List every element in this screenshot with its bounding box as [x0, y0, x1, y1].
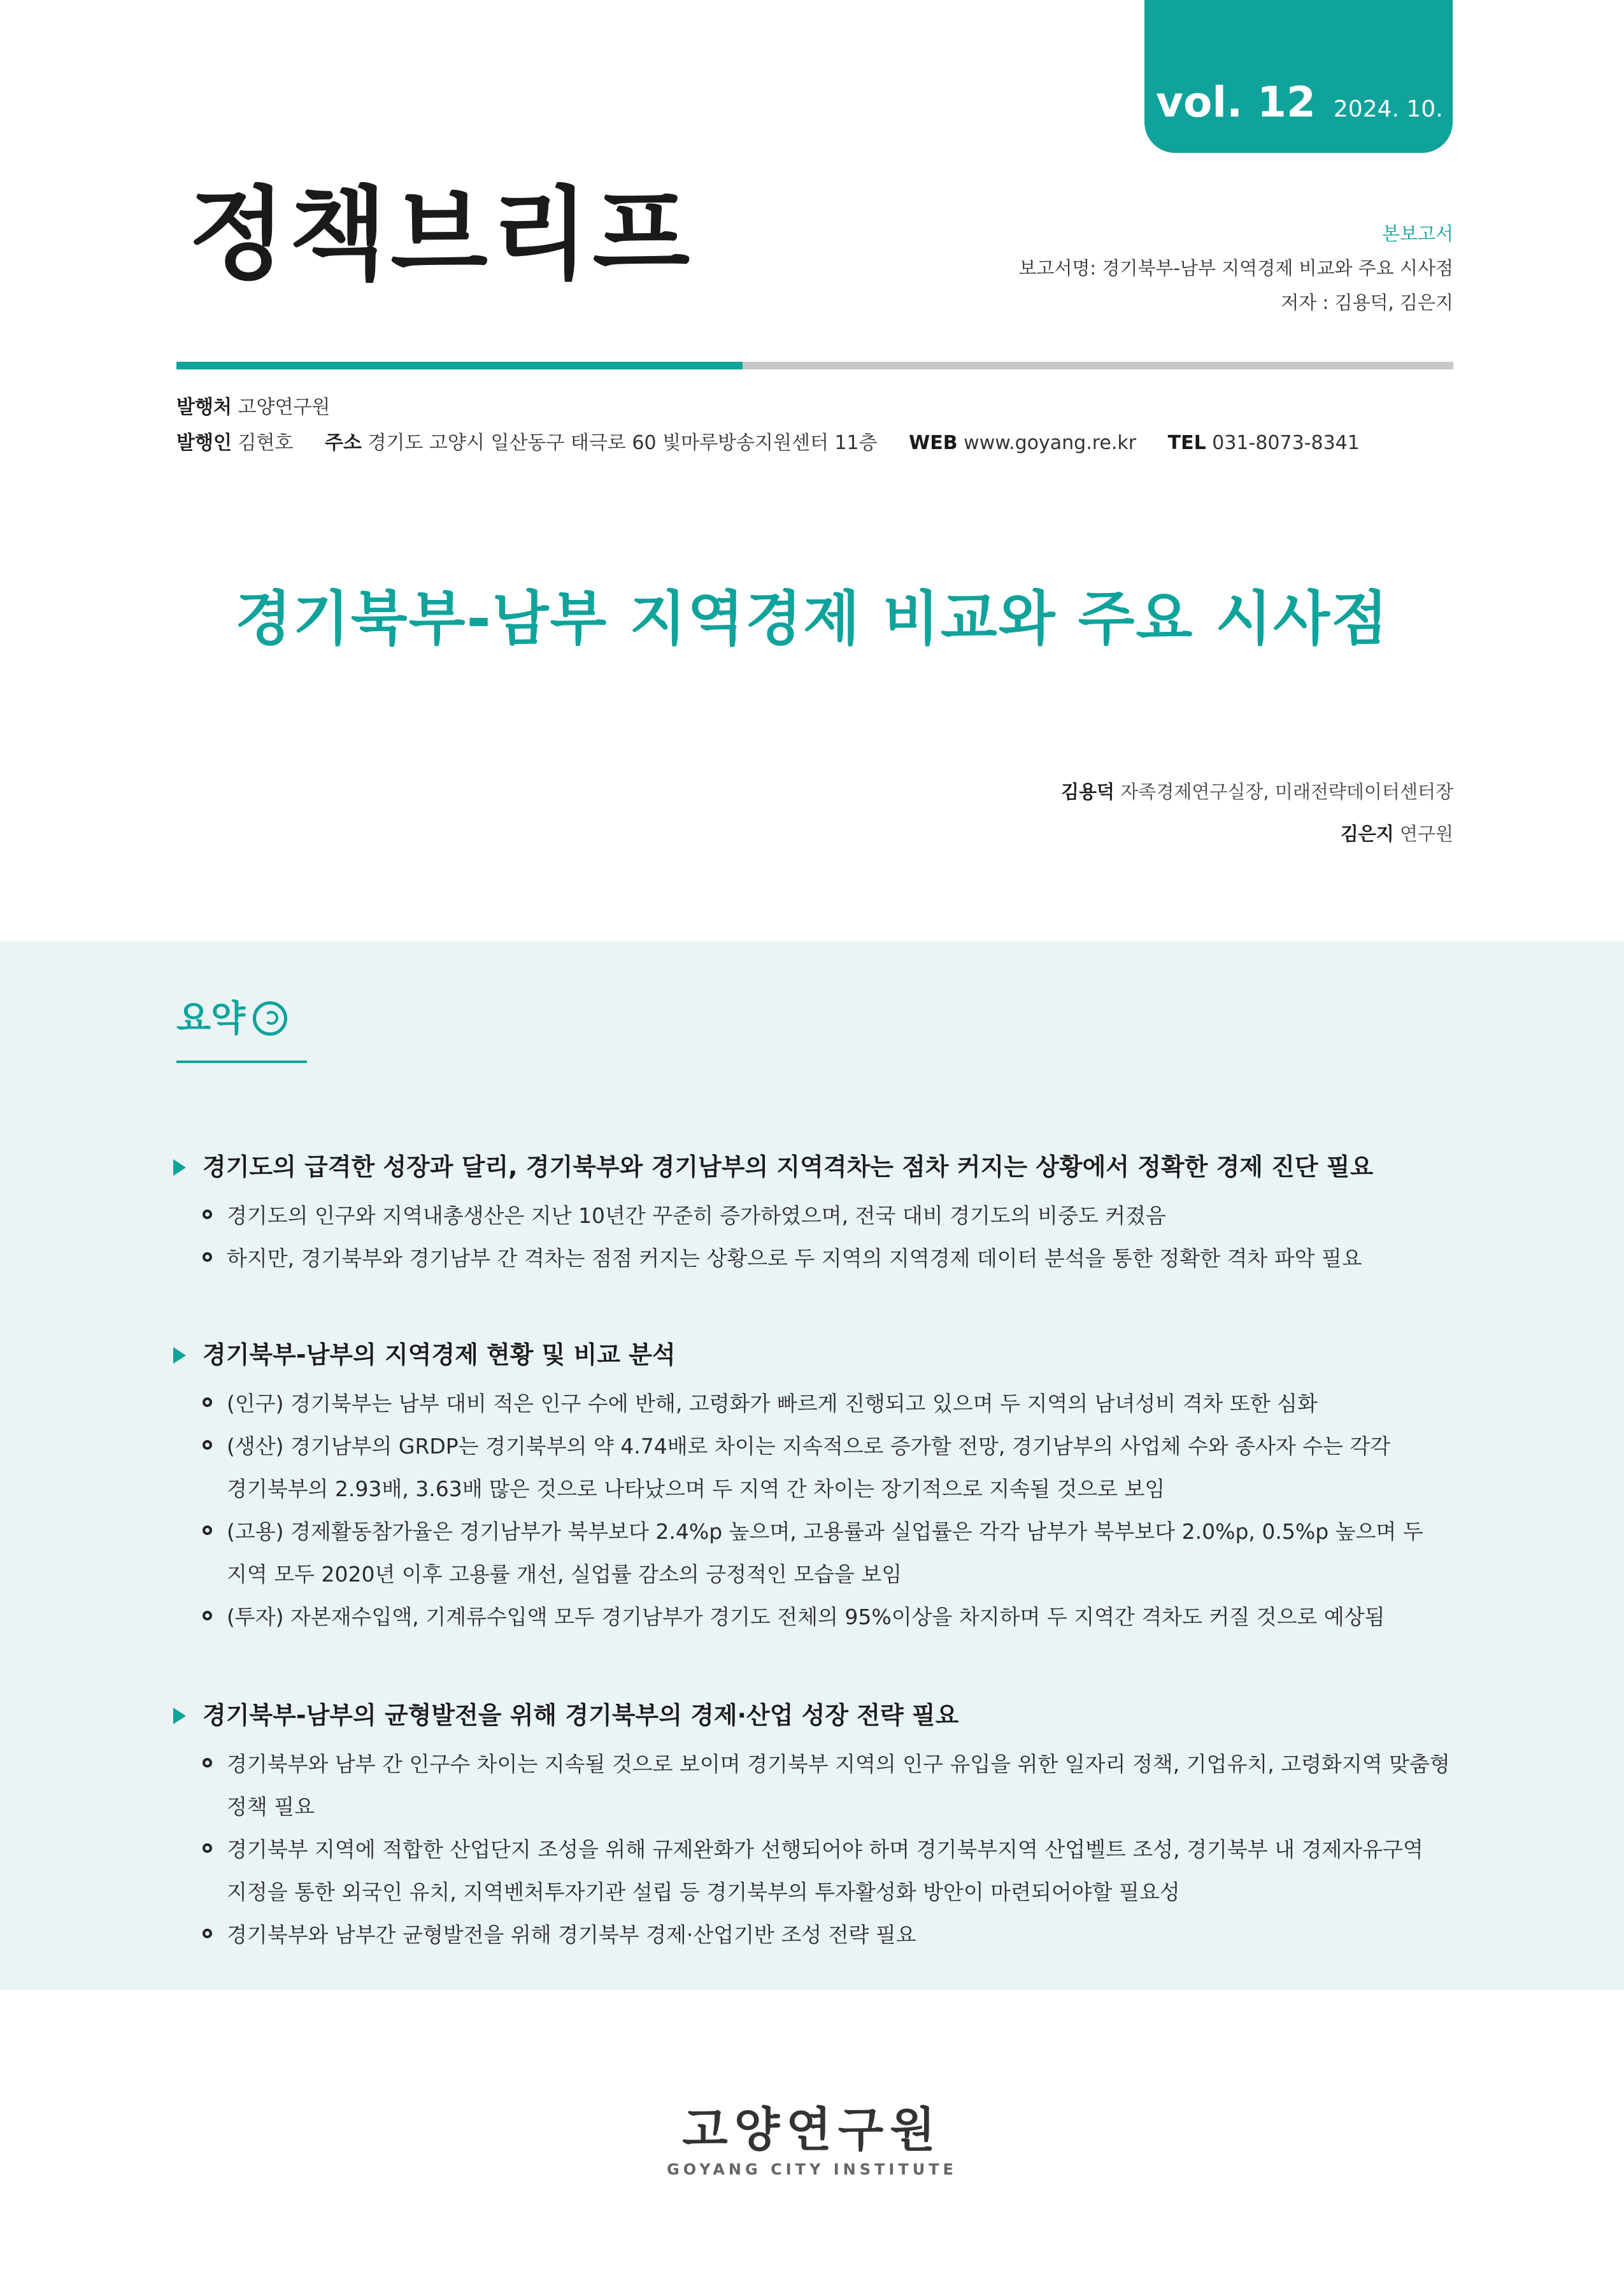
author-role: 자족경제연구실장, 미래전략데이터센터장: [1120, 781, 1453, 803]
bullet-list: [171, 1194, 1460, 1280]
report-kind: 본보고서: [1381, 223, 1453, 245]
publisher-info: [176, 390, 1360, 461]
masthead: 정책브리프: [189, 176, 694, 294]
report-name: 보고서명: 경기북부-남부 지역경제 비교와 주요 시사점: [1018, 257, 1453, 279]
issuer-value: 김현호: [238, 432, 294, 454]
publisher-label: 발행처: [176, 396, 232, 418]
tel-label: TEL: [1167, 432, 1206, 454]
summary-heading-text: 요약: [176, 998, 246, 1039]
bullet-item: 경기북부 지역에 적합한 산업단지 조성을 위해 규제완화가 선행되어야 하며 경기북부지역 산업벨트 조성, 경기북부 내 경제자유구역 지정을 통한 외국인 유치, 지역벤처투자기관 설립 등 경기북부의 투자활성화 방안이 마련되어야할 필요성: [171, 1828, 1460, 1913]
bullet-item: 경기북부와 남부 간 인구수 차이는 지속될 것으로 보이며 경기북부 지역의 인구 유입을 위한 일자리 정책, 기업유치, 고령화지역 맞춤형 정책 필요: [171, 1743, 1460, 1828]
authors: [1061, 771, 1453, 855]
bullet-item: (인구) 경기북부는 남부 대비 적은 인구 수에 반해, 고령화가 빠르게 진행되고 있으며 두 지역의 남녀성비 격차 또한 심화: [171, 1382, 1460, 1425]
header-rule-accent: [176, 362, 743, 369]
web-label: WEB: [909, 432, 958, 454]
institute-logo: 고양연구원: [682, 2103, 942, 2157]
section-heading: 경기북부-남부의 지역경제 현황 및 비교 분석: [171, 1336, 1460, 1373]
publisher-value: 고양연구원: [238, 396, 331, 418]
summary-underline: [176, 1061, 307, 1063]
summary-section: [171, 1697, 1460, 1956]
bullet-list: [171, 1382, 1460, 1638]
author-role: 연구원: [1399, 823, 1453, 845]
author-name: 김용덕: [1061, 781, 1115, 803]
summary-section: [171, 1336, 1460, 1638]
volume-tab: [1144, 0, 1453, 153]
issue-date: 2024. 10. 15.: [1333, 96, 1487, 122]
issuer-label: 발행인: [176, 432, 232, 454]
page-title: 경기북부-남부 지역경제 비교와 주요 시사점: [235, 585, 1389, 653]
publisher-row: [176, 390, 1360, 425]
address-value: 경기도 고양시 일산동구 태극로 60 빛마루방송지원센터 11층: [367, 432, 878, 454]
volume-label: [1156, 78, 1487, 127]
speech-bubble-icon: [253, 1001, 287, 1036]
tel-value: 031-8073-8341: [1212, 432, 1360, 454]
summary-heading: [176, 990, 287, 1041]
bullet-item: (고용) 경제활동참가율은 경기남부가 북부보다 2.4%p 높으며, 고용률과 실업률은 각각 남부가 북부보다 2.0%p, 0.5%p 높으며 두 지역 모두 2020년 이후 고용률 개선, 실업률 감소의 긍정적인 모습을 보임: [171, 1510, 1460, 1596]
web-link[interactable]: www.goyang.re.kr: [964, 432, 1137, 454]
summary-section: [171, 1148, 1460, 1280]
address-label: 주소: [325, 432, 362, 454]
report-authors: 저자 : 김용덕, 김은지: [1281, 292, 1453, 313]
bullet-item: (투자) 자본재수입액, 기계류수입액 모두 경기남부가 경기도 전체의 95%이상을 차지하며 두 지역간 격차도 커질 것으로 예상됨: [171, 1596, 1460, 1638]
bullet-item: 하지만, 경기북부와 경기남부 간 격차는 점점 커지는 상황으로 두 지역의 지역경제 데이터 분석을 통한 정확한 격차 파악 필요: [171, 1237, 1460, 1280]
bullet-item: 경기북부와 남부간 균형발전을 위해 경기북부 경제·산업기반 조성 전략 필요: [171, 1913, 1460, 1956]
author-row: [1061, 813, 1453, 855]
author-row: [1061, 771, 1453, 813]
volume-number: vol. 12: [1156, 78, 1316, 127]
author-name: 김은지: [1340, 823, 1394, 845]
issuer-row: [176, 425, 1360, 461]
bullet-item: (생산) 경기남부의 GRDP는 경기북부의 약 4.74배로 차이는 지속적으로 증가할 전망, 경기남부의 사업체 수와 종사자 수는 각각 경기북부의 2.93배, 3.63배 많은 것으로 나타났으며 두 지역 간 차이는 장기적으로 지속될 것으로 보임: [171, 1425, 1460, 1510]
report-info: [1018, 217, 1453, 320]
bullet-list: [171, 1743, 1460, 1956]
section-heading: 경기도의 급격한 성장과 달리, 경기북부와 경기남부의 지역격차는 점차 커지는 상황에서 정확한 경제 진단 필요: [171, 1148, 1460, 1185]
section-heading: 경기북부-남부의 균형발전을 위해 경기북부의 경제·산업 성장 전략 필요: [171, 1697, 1460, 1734]
institute-logo-subtitle: GOYANG CITY INSTITUTE: [667, 2161, 957, 2178]
bullet-item: 경기도의 인구와 지역내총생산은 지난 10년간 꾸준히 증가하였으며, 전국 대비 경기도의 비중도 커졌음: [171, 1194, 1460, 1237]
